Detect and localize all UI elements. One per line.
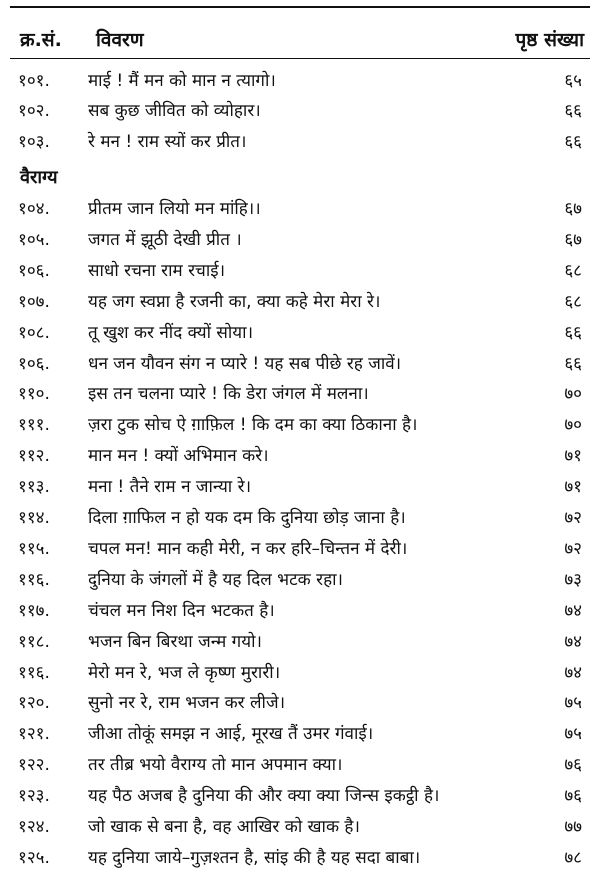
entry-page-number: ७४ xyxy=(564,632,582,652)
entry-number: १२४. xyxy=(18,817,50,837)
section-heading: वैराग्य xyxy=(20,167,58,188)
entry-page-number: ७३ xyxy=(564,570,582,590)
entry-title: ज़रा टुक सोच ऐ ग़ाफ़िल ! कि दम का क्या ठिकाना है। xyxy=(88,415,418,435)
entry-title: रे मन ! राम स्यों कर प्रीत। xyxy=(88,132,247,152)
index-entry xyxy=(10,127,590,157)
top-rule xyxy=(10,6,590,8)
entry-page-number: ७४ xyxy=(564,601,582,621)
index-entry xyxy=(10,194,590,224)
entry-page-number: ६६ xyxy=(564,354,582,374)
index-entry xyxy=(10,66,590,96)
entry-title: तू खुश कर नींद क्यों सोया। xyxy=(88,323,254,343)
entry-number: १०६. xyxy=(18,354,50,374)
entry-number: ११६. xyxy=(18,570,50,590)
entry-number: १०५. xyxy=(18,230,50,250)
entry-number: १२१. xyxy=(18,724,50,744)
entry-title: यह पैठ अजब है दुनिया की और क्या क्या जिन्स इकट्ठी है। xyxy=(88,786,440,806)
entry-number: १०८. xyxy=(18,323,50,343)
entry-number: १२२. xyxy=(18,755,50,775)
entry-title: जीआ तोकूं समझ न आई, मूरख तैं उमर गंवाई। xyxy=(88,724,374,744)
entry-title: चंचल मन निश दिन भटकत है। xyxy=(88,601,275,621)
entry-number: १०६. xyxy=(18,261,50,281)
entry-number: १०२. xyxy=(18,101,50,121)
entry-page-number: ७४ xyxy=(564,663,582,683)
index-entry xyxy=(10,472,590,502)
index-entry xyxy=(10,596,590,626)
entry-page-number: ६७ xyxy=(564,230,582,250)
entry-title: सब कुछ जीवित को व्योहार। xyxy=(88,101,261,121)
entry-title: मेरो मन रे, भज ले कृष्ण मुरारी। xyxy=(88,663,281,683)
header-description: विवरण xyxy=(96,29,144,51)
entry-page-number: ६६ xyxy=(564,132,582,152)
index-entry xyxy=(10,719,590,749)
entry-page-number: ७६ xyxy=(564,755,582,775)
entry-number: ११८. xyxy=(18,632,50,652)
index-entry xyxy=(10,410,590,440)
index-entry xyxy=(10,96,590,126)
entry-number: ११५. xyxy=(18,539,50,559)
entry-page-number: ७५ xyxy=(564,693,582,713)
index-entry xyxy=(10,627,590,657)
entry-page-number: ६६ xyxy=(564,101,582,121)
entry-number: ११७. xyxy=(18,601,50,621)
entry-page-number: ७० xyxy=(564,415,582,435)
index-entry xyxy=(10,658,590,688)
entry-title: जो खाक से बना है, वह आखिर को खाक है। xyxy=(88,817,360,837)
entry-page-number: ७५ xyxy=(564,724,582,744)
entry-number: १२५. xyxy=(18,848,50,868)
entry-number: ११४. xyxy=(18,508,50,528)
entry-title: साधो रचना राम रचाई। xyxy=(88,261,226,281)
index-entry xyxy=(10,688,590,718)
entry-title: धन जन यौवन संग न प्यारे ! यह सब पीछे रह जावें। xyxy=(88,354,402,374)
index-entry xyxy=(10,812,590,842)
entry-title: मना ! तैने राम न जान्या रे। xyxy=(88,477,252,497)
index-entry xyxy=(10,318,590,348)
entry-number: ११६. xyxy=(18,663,50,683)
header-rule xyxy=(10,58,590,59)
entry-title: माई ! मैं मन को मान न त्यागो। xyxy=(88,71,276,91)
entry-title: यह जग स्वप्ना है रजनी का, क्या कहे मेरा मेरा रे। xyxy=(88,292,381,312)
entry-page-number: ६६ xyxy=(564,323,582,343)
entry-page-number: ७२ xyxy=(564,508,582,528)
entry-page-number: ६७ xyxy=(564,199,582,219)
entry-number: १०१. xyxy=(18,71,50,91)
entry-page-number: ७७ xyxy=(564,817,582,837)
entry-page-number: ६५ xyxy=(564,71,582,91)
entry-page-number: ७१ xyxy=(564,477,582,497)
entry-page-number: ७६ xyxy=(564,786,582,806)
entry-title: तर तीब्र भयो वैराग्य तो मान अपमान क्या। xyxy=(88,755,343,775)
index-entry xyxy=(10,349,590,379)
index-entry xyxy=(10,843,590,873)
index-entry xyxy=(10,534,590,564)
entry-title: जगत में झूठी देखी प्रीत । xyxy=(88,230,242,250)
entry-page-number: ७१ xyxy=(564,446,582,466)
index-entry xyxy=(10,781,590,811)
entry-title: यह दुनिया जाये–गुज़श्तन है, सांइ की है यह सदा बाबा। xyxy=(88,848,421,868)
entry-number: १२३. xyxy=(18,786,50,806)
index-entry xyxy=(10,503,590,533)
index-entry xyxy=(10,225,590,255)
index-entry xyxy=(10,379,590,409)
entry-number: ११२. xyxy=(18,446,50,466)
header-serial-number: क्र.सं. xyxy=(20,29,62,51)
entry-title: दिला ग़ाफिल न हो यक दम कि दुनिया छोड़ जाना है। xyxy=(88,508,406,528)
entry-title: भजन बिन बिरथा जन्म गयो। xyxy=(88,632,262,652)
entry-number: १२०. xyxy=(18,693,50,713)
index-entry xyxy=(10,565,590,595)
table-header xyxy=(10,20,590,56)
index-entry xyxy=(10,441,590,471)
index-entry xyxy=(10,750,590,780)
entry-page-number: ७० xyxy=(564,384,582,404)
entry-page-number: ७८ xyxy=(564,848,582,868)
entry-page-number: ७२ xyxy=(564,539,582,559)
entry-number: १०४. xyxy=(18,199,50,219)
entry-number: १११. xyxy=(18,415,50,435)
entry-number: ११३. xyxy=(18,477,50,497)
entry-title: इस तन चलना प्यारे ! कि डेरा जंगल में मलना। xyxy=(88,384,369,404)
index-entry xyxy=(10,256,590,286)
index-entry xyxy=(10,287,590,317)
entry-number: १०७. xyxy=(18,292,50,312)
entry-title: सुनो नर रे, राम भजन कर लीजे। xyxy=(88,693,286,713)
entry-title: मान मन ! क्यों अभिमान करे। xyxy=(88,446,269,466)
entry-title: चपल मन! मान कही मेरी, न कर हरि–चिन्तन में देरी। xyxy=(88,539,408,559)
header-page-number: पृष्ठ संख्या xyxy=(515,29,584,51)
entry-number: ११०. xyxy=(18,384,50,404)
entry-title: प्रीतम जान लियो मन मांहि।। xyxy=(88,199,261,219)
entry-page-number: ६८ xyxy=(564,292,582,312)
entry-page-number: ६८ xyxy=(564,261,582,281)
entry-number: १०३. xyxy=(18,132,50,152)
entry-title: दुनिया के जंगलों में है यह दिल भटक रहा। xyxy=(88,570,343,590)
